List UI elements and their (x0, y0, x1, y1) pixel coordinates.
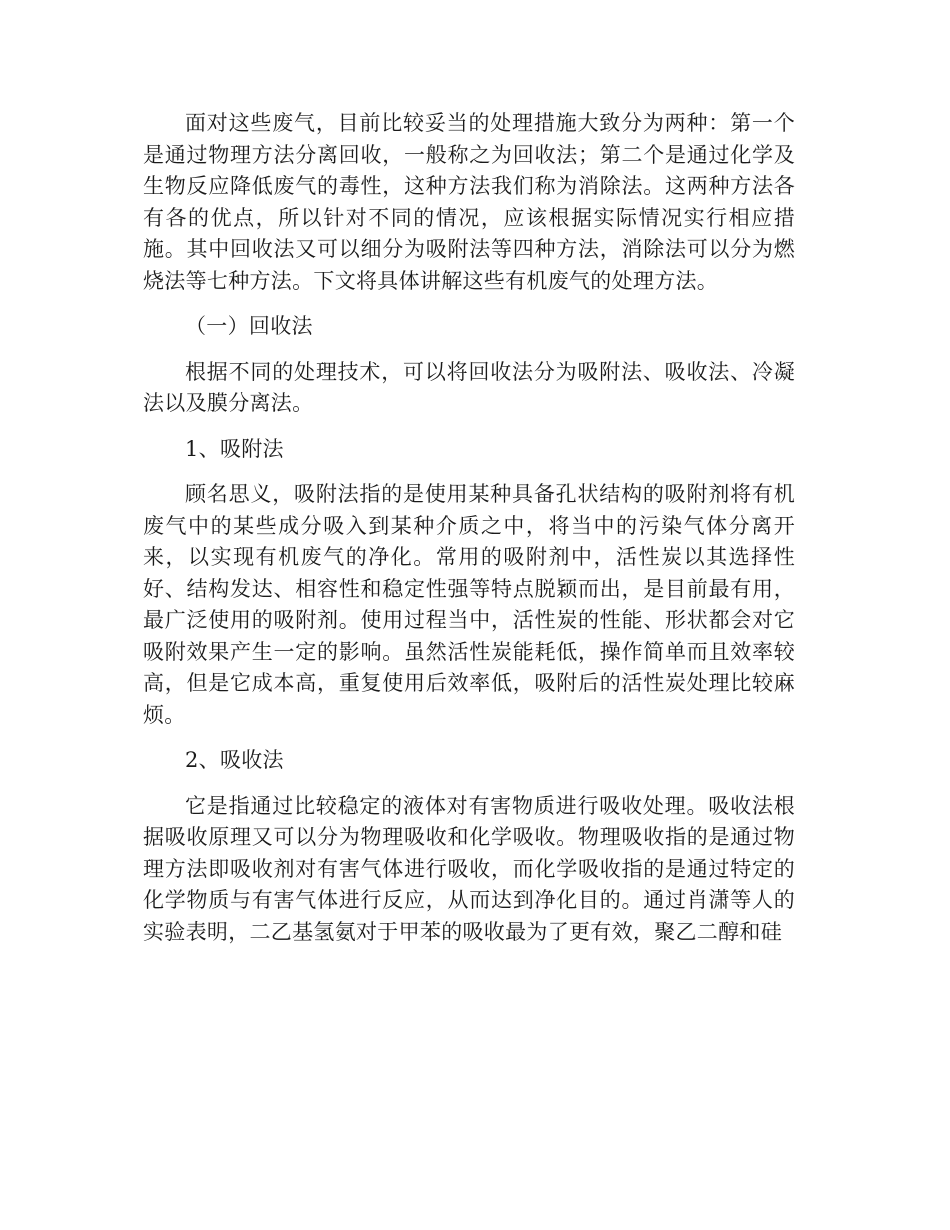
subheading-absorption: 2、吸收法 (185, 748, 284, 772)
section-heading-recovery: （一）回收法 (185, 314, 313, 338)
subheading-adsorption: 1、吸附法 (185, 436, 284, 461)
document-body (143, 108, 795, 962)
paragraph-recovery-types: 根据不同的处理技术，可以将回收法分为吸附法、吸收法、冷凝法以及膜分离法。 (143, 359, 795, 415)
paragraph-adsorption: 顾名思义，吸附法指的是使用某种具备孔状结构的吸附剂将有机废气中的某些成分吸入到某种介质之中，将当中的污染气体分离开来，以实现有机废气的净化。常用的吸附剂中，活性炭以其选择性好、结构发达、相容性和稳定性强等特点脱颖而出，是目前最有用，最广泛使用的吸附剂。使用过程当中，活性炭的性能、形状都会对它吸附效果产生一定的影响。虽然活性炭能耗低，操作简单而且效率较高，但是它成本高，重复使用后效率低，吸附后的活性炭处理比较麻烦。 (143, 482, 795, 727)
paragraph-absorption: 它是指通过比较稳定的液体对有害物质进行吸收处理。吸收法根据吸收原理又可以分为物理吸收和化学吸收。物理吸收指的是通过物理方法即吸收剂对有害气体进行吸收，而化学吸收指的是通过特定的化学物质与有害气体进行反应，从而达到净化目的。通过肖潇等人的实验表明，二乙基氢氨对于甲苯的吸收最为了更有效，聚乙二醇和硅 (143, 793, 795, 944)
paragraph-intro: 面对这些废气，目前比较妥当的处理措施大致分为两种：第一个是通过物理方法分离回收，一般称之为回收法；第二个是通过化学及生物反应降低废气的毒性，这种方法我们称为消除法。这两种方法各有各的优点，所以针对不同的情况，应该根据实际情况实行相应措施。其中回收法又可以细分为吸附法等四种方法，消除法可以分为燃烧法等七种方法。下文将具体讲解这些有机废气的处理方法。 (143, 111, 795, 293)
